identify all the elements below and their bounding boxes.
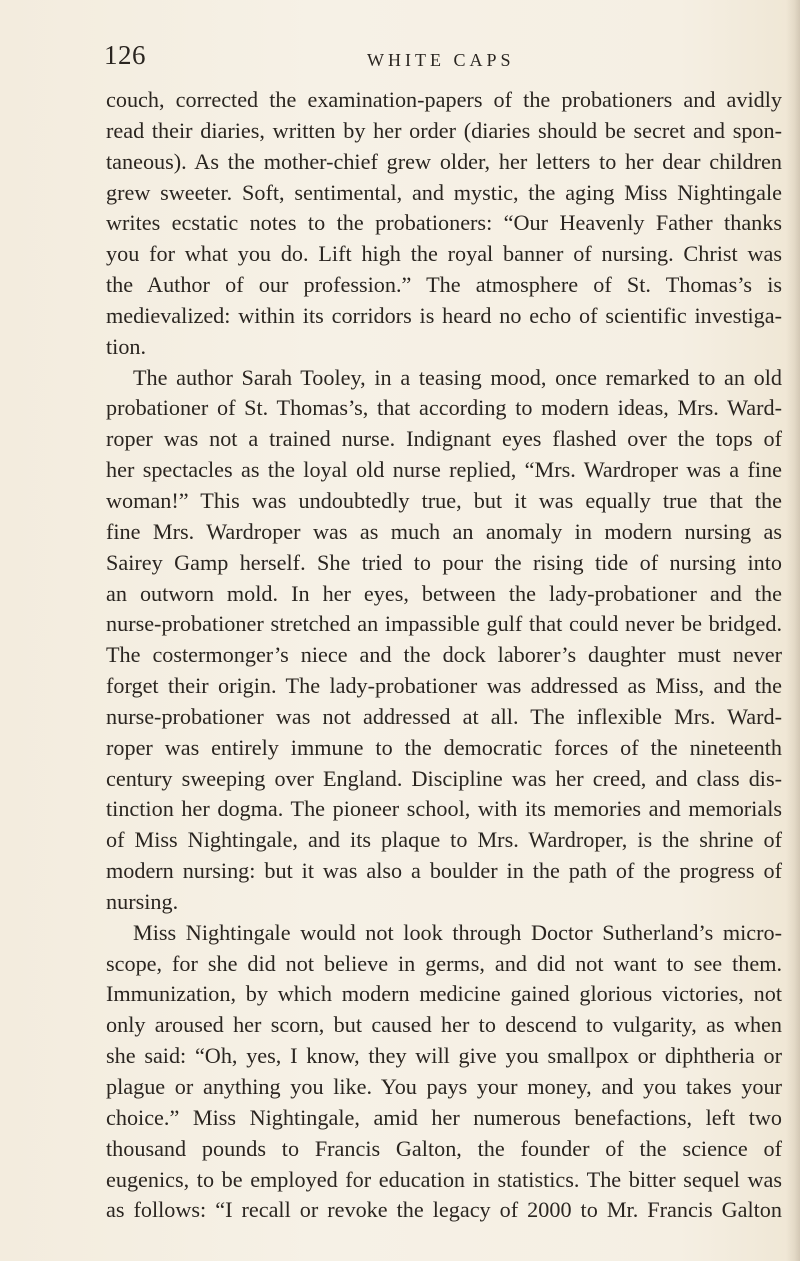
text-line: tinction her dogma. The pioneer school, with its memories and memorials: [106, 796, 782, 822]
text-line: choice.” Miss Nightingale, amid her numerous benefactions, left two: [106, 1104, 782, 1130]
text-line: taneous). As the mother-chief grew older, her letters to her dear children: [106, 148, 782, 174]
text-line: she said: “Oh, yes, I know, they will give you smallpox or diphtheria or: [106, 1043, 782, 1069]
text-line: her spectacles as the loyal old nurse replied, “Mrs. Wardroper was a fine: [106, 457, 782, 483]
text-line: as follows: “I recall or revoke the legacy of 2000 to Mr. Francis Galton: [106, 1197, 782, 1223]
text-line: forget their origin. The lady-probationer was addressed as Miss, and the: [106, 673, 782, 699]
text-line: thousand pounds to Francis Galton, the founder of the science of: [106, 1135, 782, 1161]
text-line: plague or anything you like. You pays your money, and you takes your: [106, 1074, 782, 1099]
body-text: [106, 85, 782, 1226]
page-number: 126: [104, 40, 146, 70]
text-line: tion.: [106, 333, 147, 359]
text-line: nurse-probationer stretched an impassible gulf that could never be bridged.: [106, 611, 782, 637]
text-line: Immunization, by which modern medicine gained glorious victories, not: [106, 981, 782, 1007]
text-line: nursing.: [106, 888, 179, 914]
page-edge-shadow: [786, 0, 800, 1261]
text-line: The author Sarah Tooley, in a teasing mood, once remarked to an old: [133, 364, 782, 390]
text-line: eugenics, to be employed for education in statistics. The bitter sequel was: [106, 1166, 782, 1192]
text-line: you for what you do. Lift high the royal banner of nursing. Christ was: [106, 241, 782, 267]
text-line: couch, corrected the examination-papers of the probationers and avidly: [106, 87, 782, 112]
text-line: read their diaries, written by her order (diaries should be secret and spon-: [106, 117, 782, 143]
text-line: only aroused her scorn, but caused her to descend to vulgarity, as when: [106, 1012, 782, 1038]
text-line: Miss Nightingale would not look through Doctor Sutherland’s micro-: [133, 919, 782, 945]
text-line: of Miss Nightingale, and its plaque to Mrs. Wardroper, is the shrine of: [106, 827, 782, 853]
text-line: nurse-probationer was not addressed at all. The inflexible Mrs. Ward-: [106, 703, 782, 729]
text-line: writes ecstatic notes to the probationers: “Our Heavenly Father thanks: [106, 210, 782, 236]
text-line: roper was not a trained nurse. Indignant eyes flashed over the tops of: [106, 426, 782, 452]
text-line: woman!” This was undoubtedly true, but it was equally true that the: [106, 487, 782, 513]
text-line: the Author of our profession.” The atmosphere of St. Thomas’s is: [106, 272, 782, 298]
text-line: grew sweeter. Soft, sentimental, and mystic, the aging Miss Nightingale: [106, 179, 782, 205]
text-line: probationer of St. Thomas’s, that according to modern ideas, Mrs. Ward-: [106, 395, 782, 421]
text-line: fine Mrs. Wardroper was as much an anomaly in modern nursing as: [106, 518, 782, 544]
text-line: modern nursing: but it was also a boulder in the path of the progress of: [106, 858, 782, 884]
text-line: The costermonger’s niece and the dock laborer’s daughter must never: [106, 642, 782, 668]
text-line: medievalized: within its corridors is heard no echo of scientific investiga-: [106, 302, 782, 328]
text-line: roper was entirely immune to the democratic forces of the nineteenth: [106, 734, 782, 760]
running-head: WHITE CAPS: [367, 50, 515, 70]
text-line: Sairey Gamp herself. She tried to pour the rising tide of nursing into: [106, 549, 782, 575]
text-line: scope, for she did not believe in germs, and did not want to see them.: [106, 950, 782, 976]
text-line: century sweeping over England. Discipline was her creed, and class dis-: [106, 765, 782, 791]
page-header: [104, 40, 724, 80]
text-line: an outworn mold. In her eyes, between the lady-probationer and the: [106, 580, 782, 606]
